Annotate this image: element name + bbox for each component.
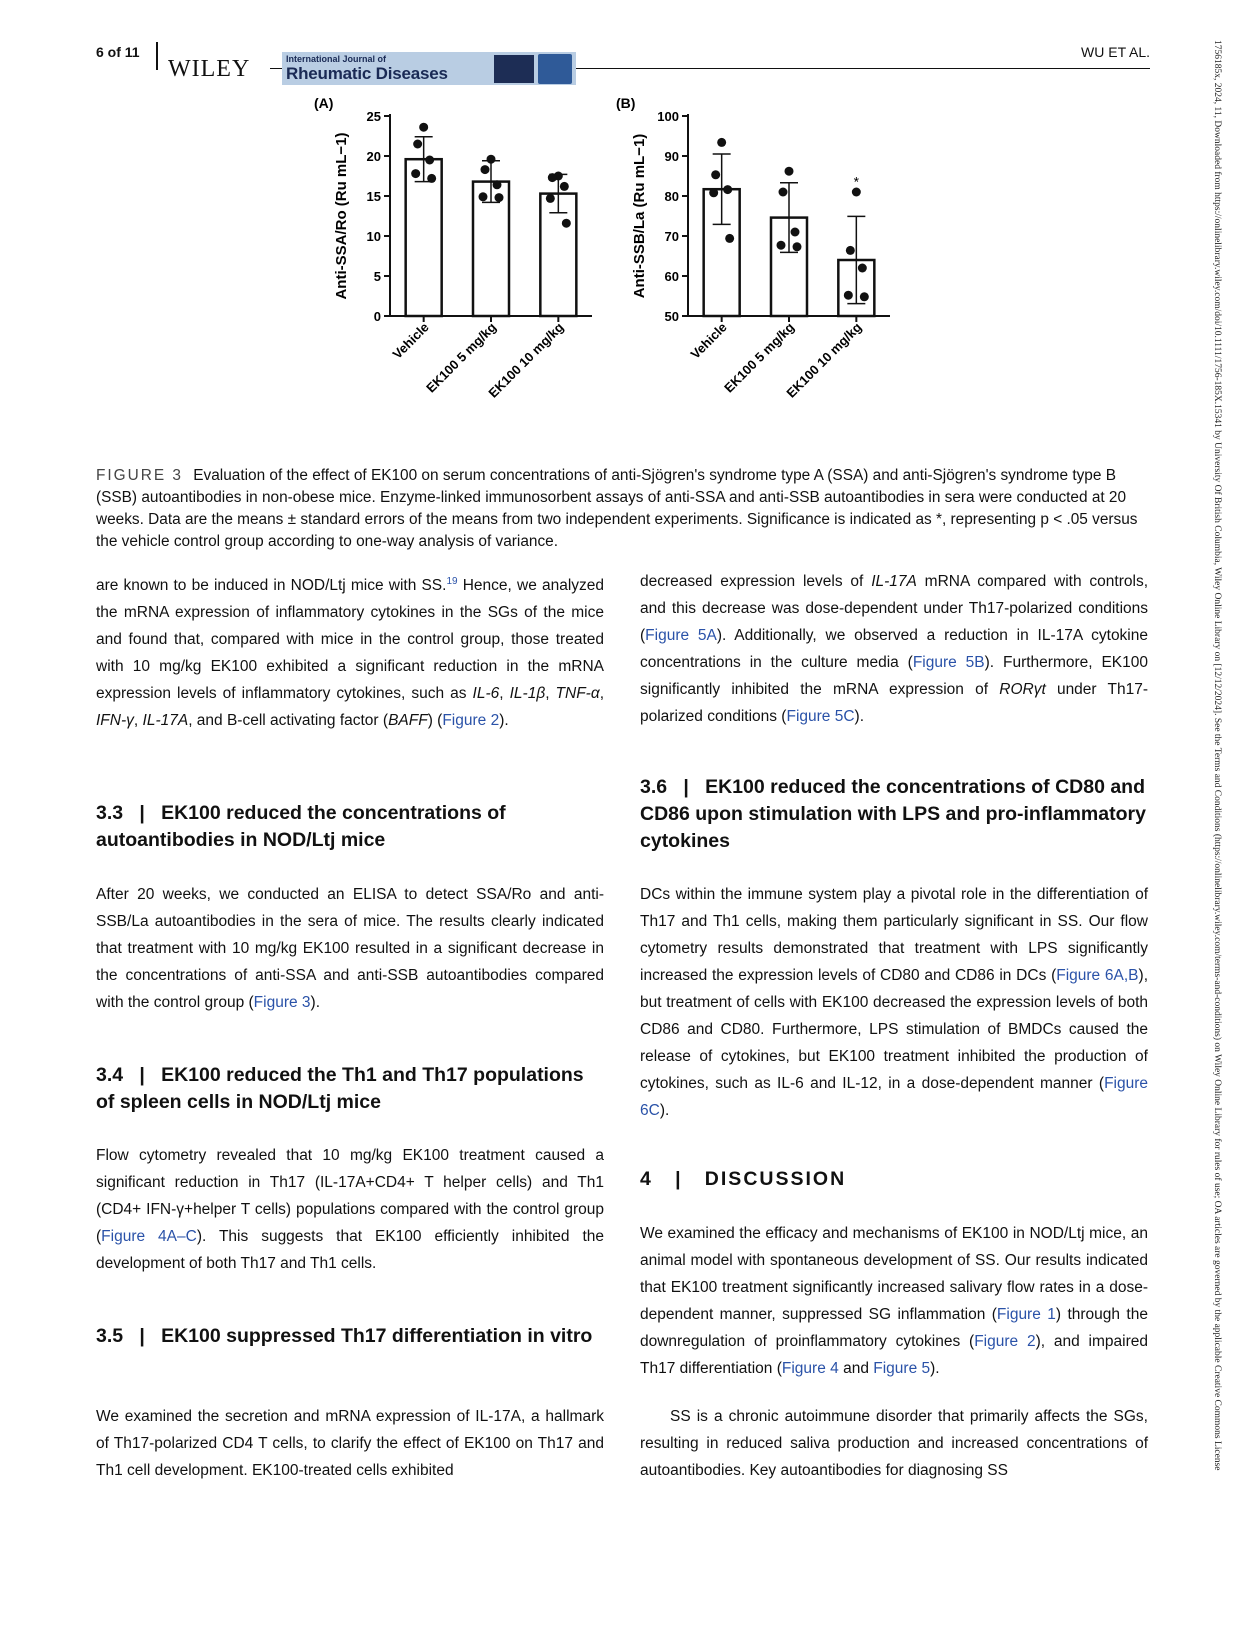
right-section-heading: 4 | DISCUSSION	[640, 1168, 847, 1190]
data-point	[844, 291, 853, 300]
figure-reference-link[interactable]: Figure 6C	[640, 1075, 1148, 1119]
y-tick-label: 20	[366, 149, 381, 164]
figure-caption-text: Evaluation of the effect of EK100 on serum concentrations of anti-Sjögren's syndrome type A (SSA) and anti-Sjögren's syndrome type B (SSB) autoantibodies in non-obese mice. Enzyme-linked immunosorbent assays of anti-SSA and anti-SSB autoantibodies in sera were conducted at 20 weeks. Data are the means ± standard errors of the means from two independent experiments. Significance is indicated as *, representing p < .05 versus the vehicle control group according to one-way analysis of variance.	[96, 467, 1138, 550]
y-tick-label: 60	[664, 269, 679, 284]
data-point	[481, 165, 490, 174]
figure-3-charts	[300, 90, 940, 450]
page-number: 6 of 11	[96, 44, 140, 60]
data-point	[427, 174, 436, 183]
data-point	[560, 182, 569, 191]
data-point	[858, 264, 867, 273]
data-point	[548, 173, 557, 182]
data-point	[717, 138, 726, 147]
left-section-heading: 3.3 | EK100 reduced the concentrations of autoantibodies in NOD/Ltj mice	[96, 802, 506, 851]
figure-reference-link[interactable]: Figure 2	[974, 1333, 1036, 1350]
x-tick-label: EK100 10 mg/kg	[485, 319, 567, 401]
significance-marker: *	[853, 173, 860, 190]
x-tick-label: Vehicle	[687, 319, 730, 362]
data-point	[793, 242, 802, 251]
y-axis-label: Anti-SSB/La (Ru mL−1)	[631, 133, 648, 299]
figure-reference-link[interactable]: Figure 5C	[786, 708, 855, 725]
figure-reference-link[interactable]: Figure 3	[253, 994, 311, 1011]
data-point	[487, 155, 496, 164]
figure-reference-link[interactable]: Figure 5	[873, 1360, 931, 1377]
data-point	[791, 228, 800, 237]
data-point	[777, 241, 786, 250]
y-tick-label: 50	[664, 309, 679, 324]
download-notice-text: 1756185x, 2024, 11, Downloaded from https://onlinelibrary.wiley.com/doi/10.1111/1756-185X.15341 by University Of British Columbia, Wiley Online Library on [12/12/2024]. See the Terms and Conditions (https://onlinelibrary.wiley.com/terms-and-conditions) on Wiley Online Library for rules of use; OA articles are governed by the applicable Creative Commons License	[1212, 40, 1222, 1471]
figure-caption	[96, 465, 1148, 553]
data-point	[495, 193, 504, 202]
data-point	[846, 246, 855, 255]
panel-label: (A)	[314, 95, 334, 111]
left-paragraph: We examined the secretion and mRNA expression of IL-17A, a hallmark of Th17-polarized CD4 T cells, to clarify the effect of EK100 on Th17 and Th1 cell development. EK100-treated cells exhibited	[96, 1408, 604, 1479]
download-notice	[1212, 40, 1228, 1600]
figure-reference-link[interactable]: Figure 5A	[645, 627, 717, 644]
header-divider	[156, 42, 158, 70]
data-point	[562, 219, 571, 228]
journal-subtitle: International Journal of	[286, 54, 387, 64]
figure-reference-link[interactable]: Figure 4A–C	[101, 1228, 197, 1245]
right-section-heading: 3.6 | EK100 reduced the concentrations of CD80 and CD86 upon stimulation with LPS and pro-inflammatory cytokines	[640, 776, 1146, 852]
panel-label: (B)	[616, 95, 636, 111]
society-logo-icon	[494, 55, 534, 83]
data-point	[425, 156, 434, 165]
y-tick-label: 70	[664, 229, 679, 244]
data-point	[413, 140, 422, 149]
left-section-heading: 3.5 | EK100 suppressed Th17 differentiation in vitro	[96, 1325, 593, 1347]
data-point	[479, 192, 488, 201]
figure-reference-link[interactable]: Figure 6A,B	[1056, 967, 1139, 984]
figure-caption-label: FIGURE 3	[96, 467, 183, 484]
bar	[406, 159, 442, 316]
y-tick-label: 90	[664, 149, 679, 164]
left-paragraph: are known to be induced in NOD/Ltj mice with SS.$^{19}$ Hence, we analyzed the mRNA expression of inflammatory cytokines in the SGs of the mice and found that, compared with mice in the control group, those treated with 10 mg/kg EK100 exhibited a significant reduction in the mRNA expression levels of inflammatory cytokines, such as IL-6, IL-1β, TNF-α, IFN-γ, IL-17A, and B-cell activating factor (BAFF) (Figure 2).	[96, 576, 605, 730]
x-tick-label: EK100 10 mg/kg	[783, 319, 865, 401]
publisher-logo: WILEY	[168, 56, 251, 82]
figure-reference-link[interactable]: Figure 5B	[912, 654, 985, 671]
figure-reference-link[interactable]: Figure 1	[996, 1306, 1056, 1323]
running-authors: WU ET AL.	[1081, 44, 1150, 60]
x-tick-label: EK100 5 mg/kg	[721, 319, 798, 396]
data-point	[725, 234, 734, 243]
data-point	[723, 185, 732, 194]
page-header	[0, 0, 1242, 95]
data-point	[411, 169, 420, 178]
y-tick-label: 100	[657, 109, 679, 124]
y-tick-label: 10	[366, 229, 381, 244]
y-axis-label: Anti-SSA/Ro (Ru mL−1)	[333, 132, 350, 300]
data-point	[779, 188, 788, 197]
right-paragraph: DCs within the immune system play a pivotal role in the differentiation of Th17 and Th1 cells, making them particularly significant in SS. Our flow cytometry results demonstrated that treatment with LPS significantly increased the expression levels of CD80 and CD86 in DCs (Figure 6A,B), but treatment of cells with EK100 decreased the expression levels of both CD86 and CD80. Furthermore, LPS stimulation of BMDCs caused the release of cytokines, but EK100 treatment inhibited the production of cytokines, such as IL-6 and IL-12, in a dose-dependent manner (Figure 6C).	[640, 886, 1148, 1119]
right-paragraph: We examined the efficacy and mechanisms of EK100 in NOD/Ltj mice, an animal model with spontaneous development of SS. Our results indicated that EK100 treatment significantly increased salivary flow rates in a dose-dependent manner, suppressed SG inflammation (Figure 1) through the downregulation of proinflammatory cytokines (Figure 2), and impaired Th17 differentiation (Figure 4 and Figure 5).	[640, 1225, 1148, 1377]
globe-logo-icon	[538, 54, 572, 84]
data-point	[709, 188, 718, 197]
y-tick-label: 5	[373, 269, 381, 284]
left-section-heading: 3.4 | EK100 reduced the Th1 and Th17 populations of spleen cells in NOD/Ltj mice	[96, 1064, 584, 1113]
y-tick-label: 25	[366, 109, 381, 124]
data-point	[785, 167, 794, 176]
x-tick-label: Vehicle	[389, 319, 432, 362]
data-point	[711, 170, 720, 179]
y-tick-label: 15	[366, 189, 381, 204]
data-point	[493, 180, 502, 189]
y-tick-label: 0	[373, 309, 381, 324]
x-tick-label: EK100 5 mg/kg	[423, 319, 500, 396]
right-paragraph: SS is a chronic autoimmune disorder that primarily affects the SGs, resulting in reduced saliva production and increased concentrations of autoantibodies. Key autoantibodies for diagnosing SS	[640, 1408, 1148, 1479]
data-point	[419, 123, 428, 132]
figure-reference-link[interactable]: Figure 4	[781, 1360, 839, 1377]
journal-title: Rheumatic Diseases	[286, 64, 448, 83]
data-point	[860, 292, 869, 301]
y-tick-label: 80	[664, 189, 679, 204]
left-paragraph: After 20 weeks, we conducted an ELISA to detect SSA/Ro and anti-SSB/La autoantibodies in the sera of mice. The results clearly indicated that treatment with 10 mg/kg EK100 resulted in a significant decrease in the concentrations of anti-SSA and anti-SSB autoantibodies compared with the control group (Figure 3).	[96, 886, 604, 1011]
left-paragraph: Flow cytometry revealed that 10 mg/kg EK100 treatment caused a significant reduction in Th17 (IL-17A+CD4+ T helper cells) and Th1 (CD4+ IFN-γ+helper T cells) populations compared with the control group (Figure 4A–C). This suggests that EK100 efficiently inhibited the development of both Th17 and Th1 cells.	[96, 1147, 604, 1272]
figure-reference-link[interactable]: Figure 2	[442, 712, 500, 730]
right-paragraph: decreased expression levels of IL-17A mRNA compared with controls, and this decrease was dose-dependent under Th17-polarized conditions (Figure 5A). Additionally, we observed a reduction in IL-17A cytokine concentrations in the culture media (Figure 5B). Furthermore, EK100 significantly inhibited the mRNA expression of RORγt under Th17-polarized conditions (Figure 5C).	[640, 573, 1149, 725]
data-point	[546, 194, 555, 203]
